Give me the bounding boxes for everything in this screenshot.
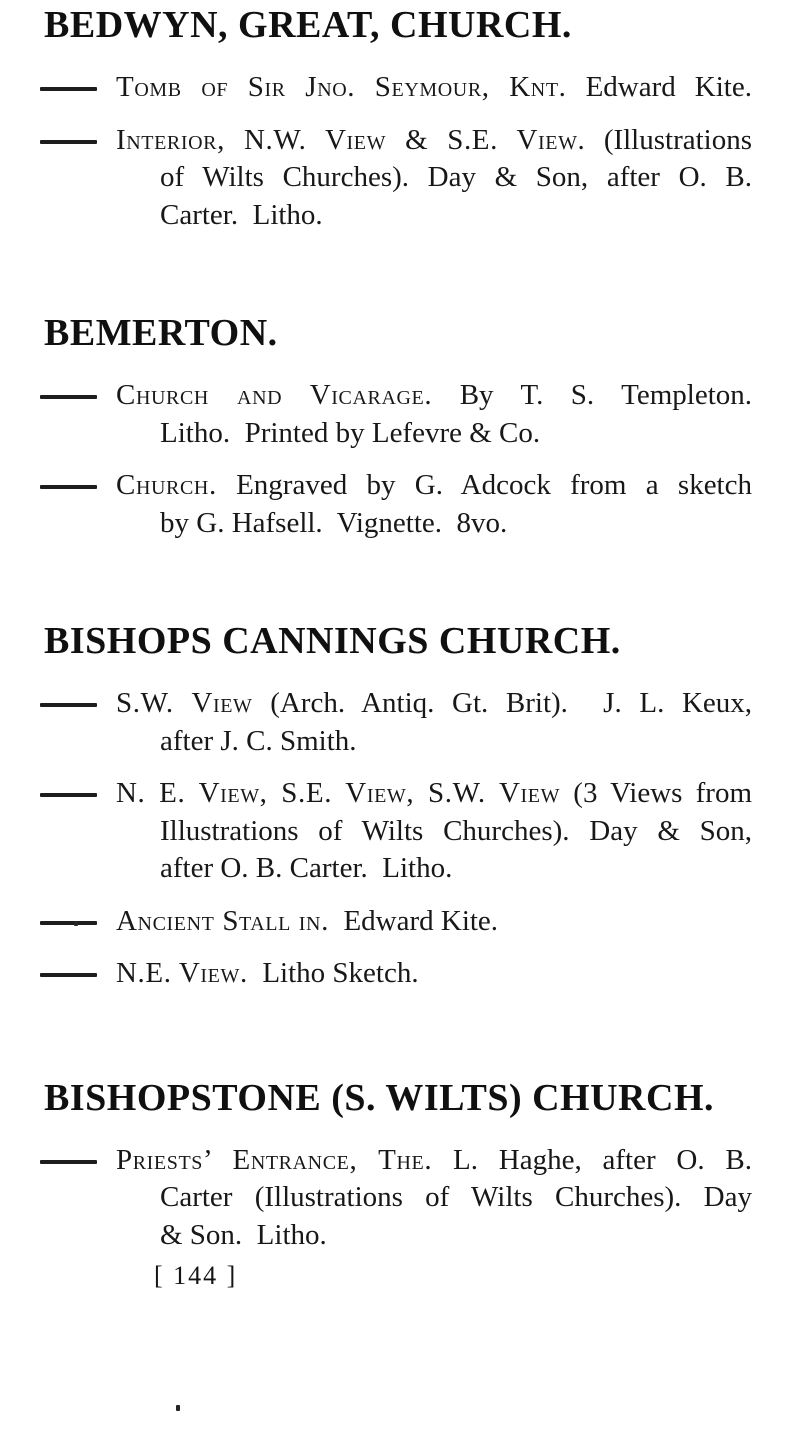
entry-lines	[116, 377, 752, 452]
entry-detail: By T. S. Templeton.	[459, 379, 752, 411]
entry-title: S.W. View	[116, 687, 253, 719]
entry-line	[116, 685, 752, 723]
ink-speck	[176, 1405, 180, 1411]
ditto-dash-icon	[40, 485, 97, 489]
entry-lines	[116, 69, 752, 107]
entry-detail: Engraved by G. Adcock from a sketch	[236, 469, 752, 501]
entry-detail: Illustrations of Wilts Churches). Day & Son,	[160, 814, 752, 847]
entry-title: N. E. View, S.E. View, S.W. View	[116, 777, 561, 809]
entry-line	[160, 850, 752, 888]
entry-list	[0, 1142, 800, 1255]
catalog-entry	[0, 685, 800, 760]
entry-line	[116, 467, 752, 505]
ink-speck	[74, 921, 78, 926]
catalog-entry	[0, 903, 800, 941]
entry-detail: of Wilts Churches). Day & Son, after O. B.	[160, 161, 752, 193]
section-heading: BISHOPSTONE (S. WILTS) CHURCH.	[44, 1076, 714, 1119]
entry-line	[160, 197, 752, 235]
entry-line	[116, 1142, 752, 1180]
entry-detail: by G. Hafsell. Vignette. 8vo.	[160, 506, 508, 539]
entry-line	[160, 813, 752, 851]
entry-detail: Edward Kite.	[585, 71, 752, 103]
entry-line	[160, 505, 752, 543]
entry-list	[0, 377, 800, 542]
entry-detail: Litho. Printed by Lefevre & Co.	[160, 416, 541, 449]
entry-line	[160, 1217, 752, 1255]
entry-title: N.E. View.	[116, 957, 248, 989]
ditto-dash-icon	[40, 793, 97, 797]
catalog-entry	[0, 955, 800, 993]
ditto-dash-icon	[40, 973, 97, 977]
entry-line	[160, 723, 752, 761]
entry-detail: & Son. Litho.	[160, 1218, 327, 1251]
entry-line	[160, 415, 752, 453]
entry-title: Ancient Stall in.	[116, 904, 329, 937]
entry-lines	[116, 955, 752, 993]
catalog-section	[0, 310, 800, 542]
entry-title: Church and Vicarage.	[116, 379, 433, 411]
catalog-section	[0, 618, 800, 993]
entry-detail: Carter (Illustrations of Wilts Churches). Day	[160, 1181, 752, 1213]
entry-list	[0, 69, 800, 234]
entry-detail: Carter. Litho.	[160, 198, 323, 231]
entry-lines	[116, 903, 752, 941]
entry-lines	[116, 122, 753, 235]
entry-detail: (Illustrations	[603, 123, 753, 156]
page-number: [ 144 ]	[154, 1261, 238, 1290]
entry-line	[160, 159, 752, 197]
entry-line	[116, 955, 752, 993]
entry-title: Priests’ Entrance, The.	[116, 1143, 433, 1176]
entry-detail: (3 Views from	[573, 777, 753, 809]
entry-detail: after O. B. Carter. Litho.	[160, 852, 453, 884]
entry-line	[116, 122, 752, 160]
entry-title: Tomb of Sir Jno. Seymour, Knt.	[116, 71, 567, 103]
entry-line	[116, 775, 752, 813]
catalog-entry	[0, 467, 800, 542]
entry-detail: (Arch. Antiq. Gt. Brit). J. L. Keux,	[270, 687, 753, 719]
entry-detail: after J. C. Smith.	[160, 724, 357, 757]
entry-lines	[116, 685, 753, 760]
entry-line	[160, 1179, 752, 1217]
catalog-entry	[0, 377, 800, 452]
entry-detail: L. Haghe, after O. B.	[453, 1143, 752, 1176]
section-heading: BEDWYN, GREAT, CHURCH.	[44, 4, 572, 46]
catalog-entry	[0, 775, 800, 888]
section-heading: BEMERTON.	[44, 312, 278, 354]
entry-detail: Edward Kite.	[343, 904, 499, 937]
ditto-dash-icon	[40, 395, 97, 399]
entry-title: Interior, N.W. View & S.E. View.	[116, 123, 586, 156]
entry-list	[0, 685, 800, 993]
catalog-section	[0, 1075, 800, 1255]
ditto-dash-icon	[40, 87, 97, 91]
ditto-dash-icon	[40, 1160, 97, 1164]
entry-lines	[116, 775, 753, 888]
entry-line	[116, 377, 752, 415]
catalog-entry	[0, 1142, 800, 1255]
entry-line	[116, 903, 752, 941]
section-heading: BISHOPS CANNINGS CHURCH.	[44, 620, 621, 662]
entry-lines	[116, 1142, 752, 1255]
catalog-section	[0, 2, 800, 234]
ditto-dash-icon	[40, 921, 97, 925]
ditto-dash-icon	[40, 703, 97, 707]
entry-lines	[116, 467, 752, 542]
catalog-entry	[0, 122, 800, 235]
section-list	[0, 2, 800, 1254]
entry-detail: Litho Sketch.	[262, 957, 419, 989]
catalog-entry	[0, 69, 800, 107]
ditto-dash-icon	[40, 140, 97, 144]
entry-line	[116, 69, 752, 107]
entry-title: Church.	[116, 469, 217, 501]
